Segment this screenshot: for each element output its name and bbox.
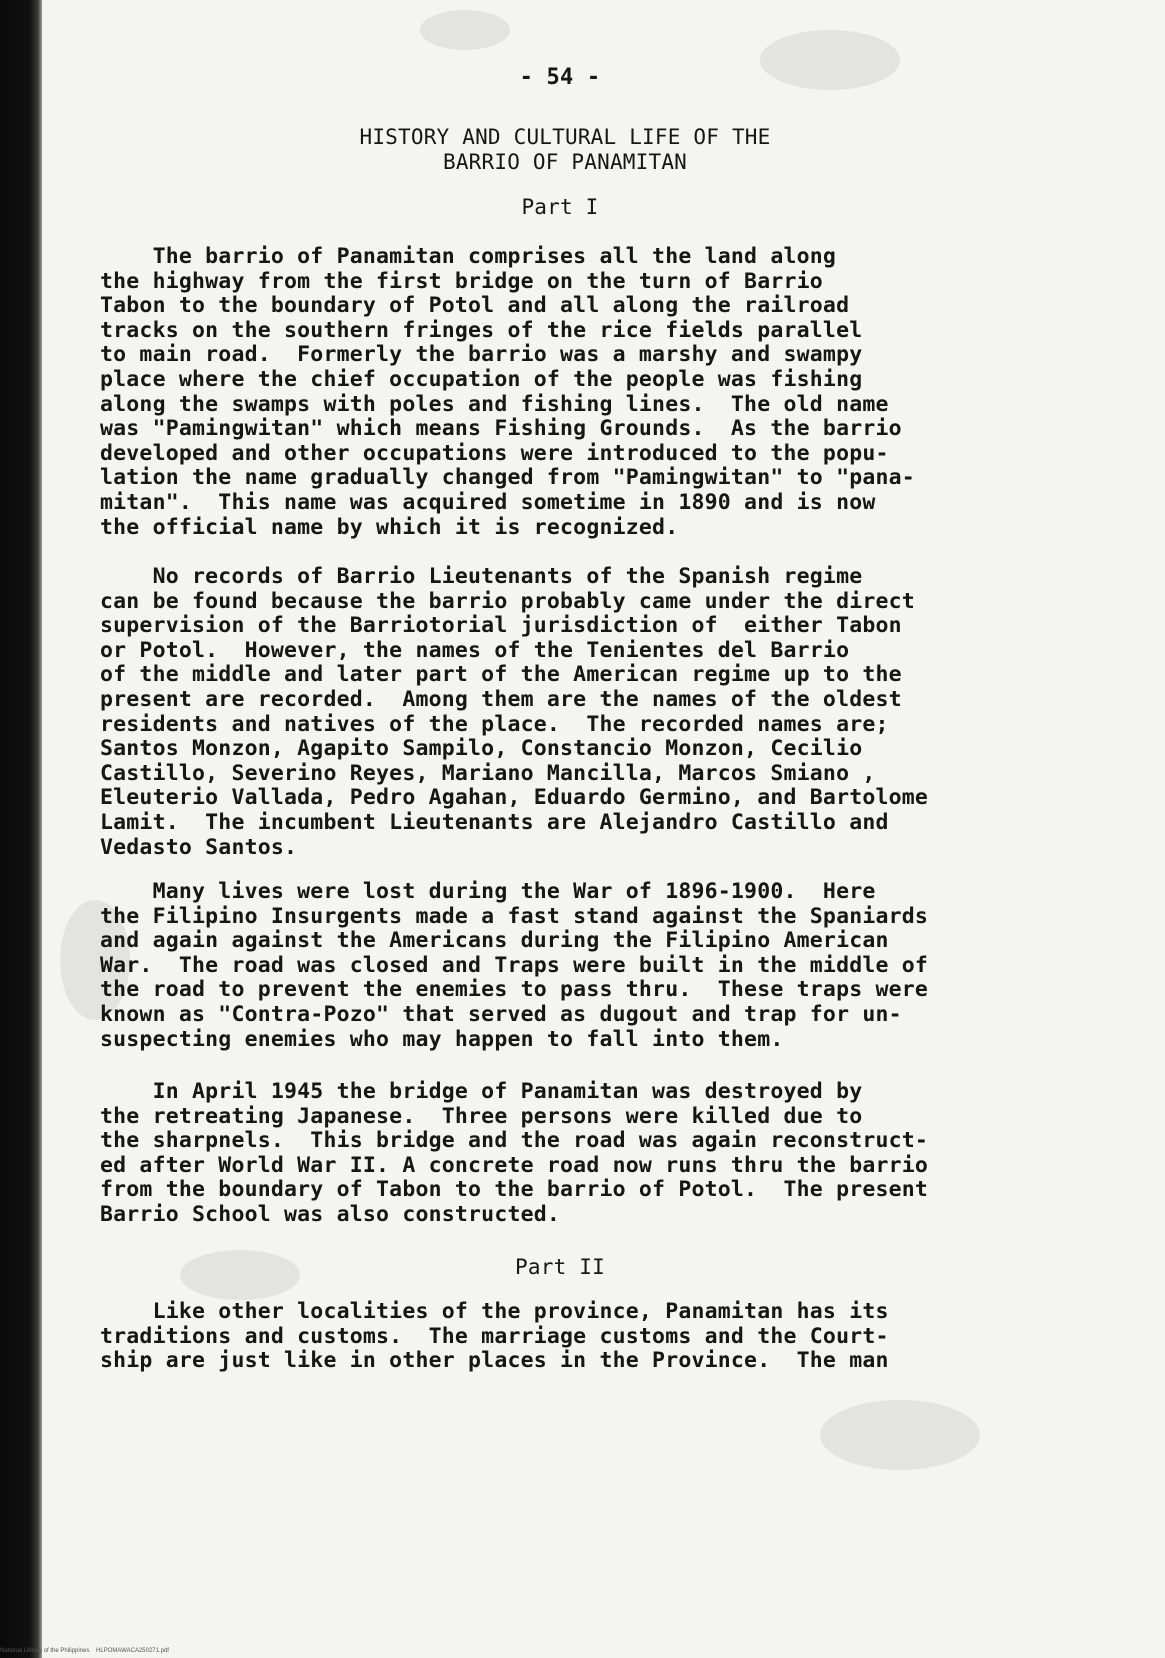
text-line: Like other localities of the province, Panamitan has its: [100, 1299, 889, 1324]
text-line: Eleuterio Vallada, Pedro Agahan, Eduardo Germino, and Bartolome: [100, 785, 929, 811]
paragraph-customs: [100, 1300, 1100, 1374]
text-line: the sharpnels. This bridge and the road was again reconstruct-: [100, 1128, 929, 1154]
title-line-1: HISTORY AND CULTURAL LIFE OF THE: [359, 125, 771, 149]
text-line: Tabon to the boundary of Potol and all along the railroad: [100, 293, 850, 319]
text-line: present are recorded. Among them are the names of the oldest: [100, 686, 902, 712]
text-line: The barrio of Panamitan comprises all the land along: [100, 244, 837, 269]
text-line: ed after World War II. A concrete road now runs thru the barrio: [100, 1152, 929, 1178]
text-line: the road to prevent the enemies to pass thru. These traps were: [100, 977, 929, 1003]
text-line: tracks on the southern fringes of the rice fields parallel: [100, 317, 863, 343]
text-line: known as "Contra-Pozo" that served as dugout and trap for un-: [100, 1001, 902, 1027]
paragraph-origin: [100, 245, 1100, 540]
text-line: ship are just like in other places in the Province. The man: [100, 1348, 889, 1374]
text-line: from the boundary of Tabon to the barrio of Potol. The present: [100, 1177, 929, 1203]
text-line: residents and natives of the place. The recorded names are;: [100, 711, 889, 737]
title-line-2: BARRIO OF PANAMITAN: [442, 150, 688, 174]
scan-speckle: [420, 10, 510, 50]
text-line: the retreating Japanese. Three persons were killed due to: [100, 1103, 863, 1129]
text-line: the Filipino Insurgents made a fast stand against the Spaniards: [100, 903, 929, 929]
text-line: developed and other occupations were introduced to the popu-: [100, 440, 889, 466]
text-line: place where the chief occupation of the people was fishing: [100, 366, 863, 392]
text-line: lation the name gradually changed from "Pamingwitan" to "pana-: [100, 465, 915, 491]
text-line: mitan". This name was acquired sometime in 1890 and is now: [100, 489, 876, 515]
paragraph-war: [100, 880, 1100, 1052]
text-line: Lamit. The incumbent Lieutenants are Alejandro Castillo and: [100, 809, 889, 835]
text-line: In April 1945 the bridge of Panamitan was destroyed by: [100, 1079, 863, 1104]
text-line: supervision of the Barriotorial jurisdiction of either Tabon: [100, 613, 902, 639]
text-line: or Potol. However, the names of the Tenientes del Barrio: [100, 637, 850, 663]
text-line: traditions and customs. The marriage customs and the Court-: [100, 1323, 889, 1349]
part-two-heading: Part II: [515, 1255, 605, 1279]
paragraph-bridge: [100, 1080, 1100, 1228]
text-line: No records of Barrio Lieutenants of the Spanish regime: [100, 564, 863, 589]
text-line: suspecting enemies who may happen to fall into them.: [100, 1026, 784, 1052]
text-line: Vedasto Santos.: [100, 834, 298, 860]
text-line: to main road. Formerly the barrio was a marshy and swampy: [100, 342, 863, 368]
scan-speckle: [820, 1400, 980, 1470]
text-line: can be found because the barrio probably came under the direct: [100, 588, 915, 614]
paragraph-lieutenants: [100, 565, 1100, 860]
text-line: of the middle and later part of the American regime up to the: [100, 662, 902, 688]
text-line: Barrio School was also constructed.: [100, 1201, 561, 1227]
part-one-heading: Part I: [521, 195, 599, 219]
text-line: and again against the Americans during the Filipino American: [100, 928, 889, 954]
scan-binding-edge: [0, 0, 42, 1658]
text-line: the official name by which it is recognized.: [100, 514, 679, 540]
page-number: - 54 -: [519, 65, 601, 90]
text-line: along the swamps with poles and fishing lines. The old name: [100, 391, 889, 417]
text-line: was "Pamingwitan" which means Fishing Grounds. As the barrio: [100, 416, 902, 442]
text-line: the highway from the first bridge on the turn of Barrio: [100, 268, 823, 294]
text-line: Many lives were lost during the War of 1896-1900. Here: [100, 879, 876, 904]
text-line: Santos Monzon, Agapito Sampilo, Constancio Monzon, Cecilio: [100, 736, 863, 762]
text-line: Castillo, Severino Reyes, Mariano Mancilla, Marcos Smiano ,: [100, 760, 876, 786]
text-line: War. The road was closed and Traps were built in the middle of: [100, 952, 929, 978]
scan-footer: National Library of the Philippines HLPOMAWACA250271.pdf: [0, 1648, 169, 1654]
